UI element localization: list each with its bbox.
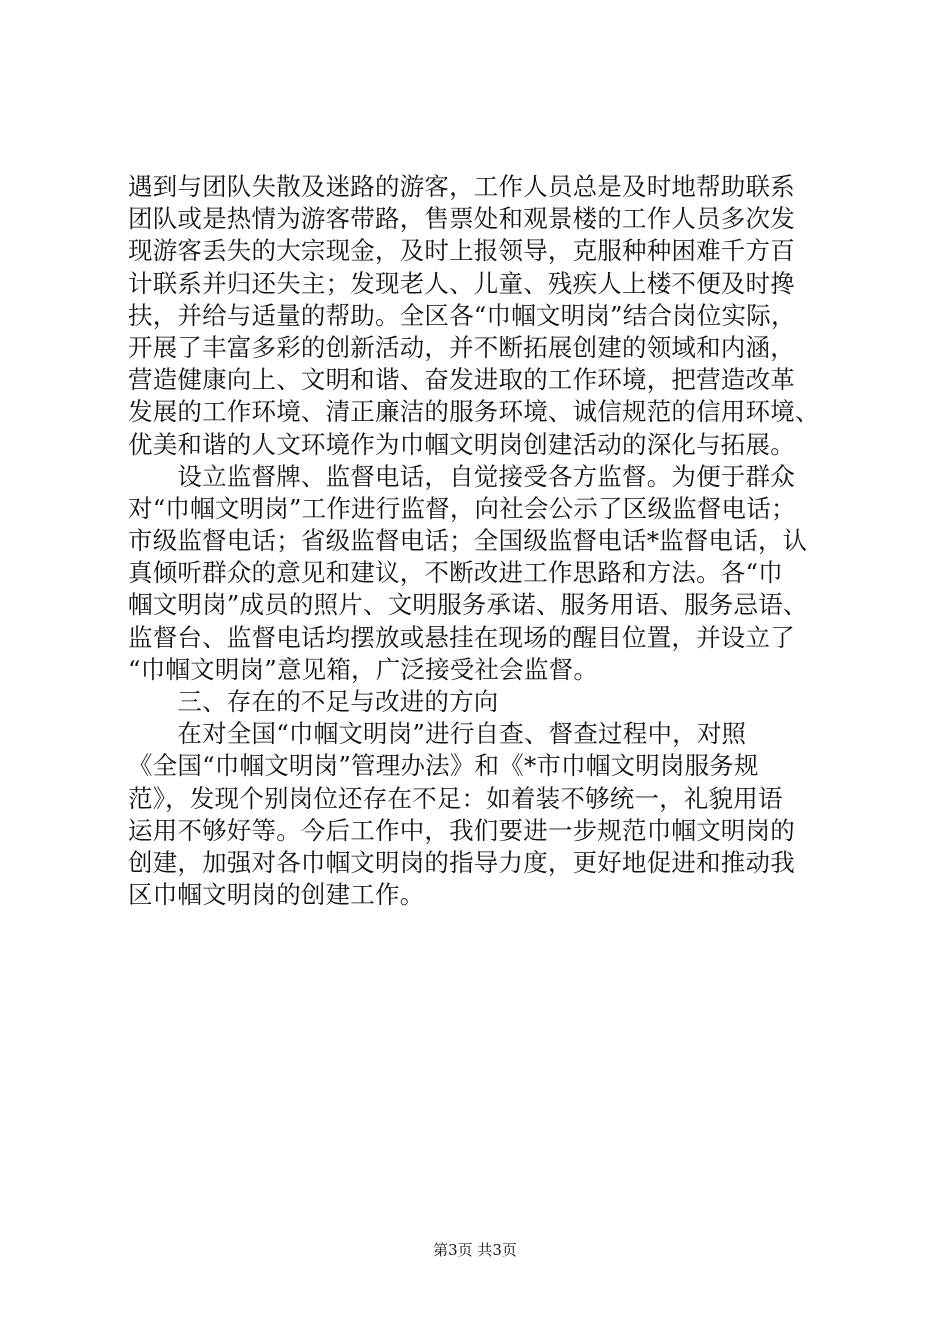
text-line: 运用不够好等。今后工作中，我们要进一步规范巾帼文明岗的 <box>128 815 795 845</box>
text-line: 计联系并归还失主；发现老人、儿童、残疾人上楼不便及时搀 <box>128 268 795 298</box>
text-line: 帼文明岗”成员的照片、文明服务承诺、服务用语、服务忌语、 <box>128 590 808 620</box>
text-line: 市级监督电话；省级监督电话；全国级监督电话*监督电话，认 <box>128 526 808 556</box>
text-line: 现游客丢失的大宗现金，及时上报领导，克服种种困难千方百 <box>128 236 795 266</box>
text-line: 团队或是热情为游客带路，售票处和观景楼的工作人员多次发 <box>128 204 795 234</box>
text-line: 营造健康向上、文明和谐、奋发进取的工作环境，把营造改革 <box>128 365 795 395</box>
text-line: 区巾帼文明岗的创建工作。 <box>128 880 425 910</box>
section-heading: 三、存在的不足与改进的方向 <box>128 687 499 716</box>
text-line: 对“巾帼文明岗”工作进行监督，向社会公示了区级监督电话； <box>128 493 796 523</box>
text-line: 发展的工作环境、清正廉洁的服务环境、诚信规范的信用环境、 <box>128 397 820 427</box>
text-line: 开展了丰富多彩的创新活动，并不断拓展创建的领域和内涵， <box>128 332 795 362</box>
page-number-footer: 第3页 共3页 <box>433 1241 517 1259</box>
text-line: 遇到与团队失散及迷路的游客，工作人员总是及时地帮助联系 <box>128 172 795 201</box>
text-line: 扶，并给与适量的帮助。全区各“巾帼文明岗”结合岗位实际， <box>128 300 796 330</box>
text-line: 在对全国“巾帼文明岗”进行自查、督查过程中，对照 <box>128 719 747 749</box>
text-line: 设立监督牌、监督电话，自觉接受各方监督。为便于群众 <box>128 461 795 491</box>
body-text <box>128 171 836 911</box>
text-line: 《全国“巾帼文明岗”管理办法》和《*市巾帼文明岗服务规 <box>128 751 759 781</box>
text-line: 真倾听群众的意见和建议，不断改进工作思路和方法。各“巾 <box>128 558 783 588</box>
text-line: 范》，发现个别岗位还存在不足：如着装不够统一，礼貌用语 <box>128 783 783 813</box>
text-line: 优美和谐的人文环境作为巾帼文明岗创建活动的深化与拓展。 <box>128 429 795 459</box>
text-line: “巾帼文明岗”意见箱，广泛接受社会监督。 <box>128 654 599 684</box>
text-line: 创建，加强对各巾帼文明岗的指导力度，更好地促进和推动我 <box>128 847 795 877</box>
text-line: 监督台、监督电话均摆放或悬挂在现场的醒目位置，并设立了 <box>128 622 795 652</box>
